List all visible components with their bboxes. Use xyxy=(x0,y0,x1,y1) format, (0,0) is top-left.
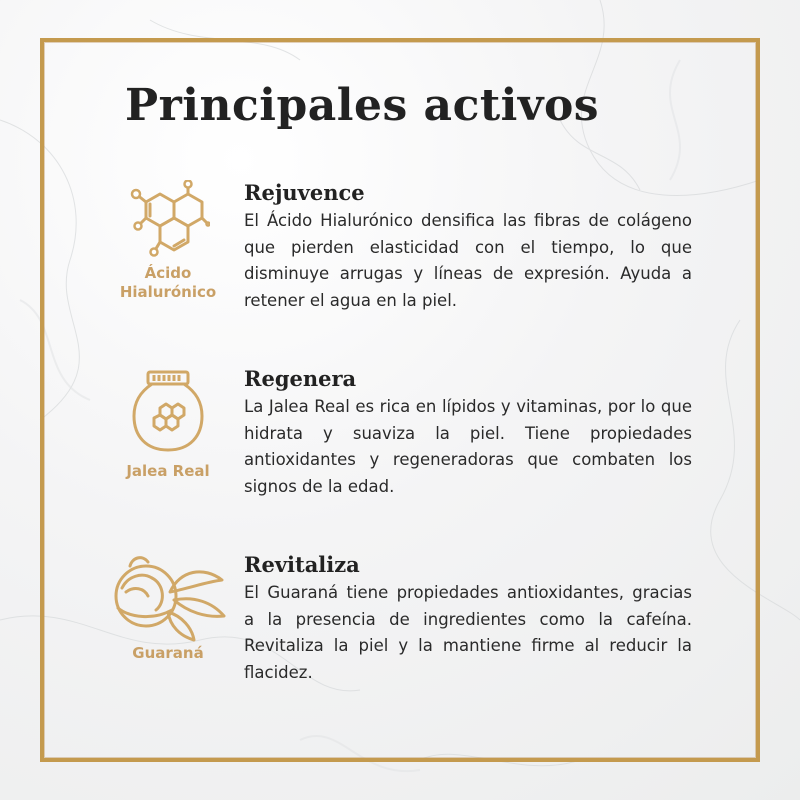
guarana-icon xyxy=(108,552,228,642)
item-heading: Revitaliza xyxy=(244,552,360,577)
ingredient-item xyxy=(108,366,708,506)
honey-jar-icon xyxy=(126,366,210,458)
item-description: El Ácido Hialurónico densifica las fibras de colágeno que pierden elasticidad con el tiempo, lo que disminuye arrugas y líneas de expresión. Ayuda a retener el agua en la piel. xyxy=(244,211,692,310)
item-heading: Rejuvence xyxy=(244,180,365,205)
ingredient-item xyxy=(108,552,708,692)
icon-label-line: Jalea Real xyxy=(126,462,210,480)
item-heading: Regenera xyxy=(244,366,357,391)
icon-label-line: Hialurónico xyxy=(119,283,217,301)
ingredient-item xyxy=(108,180,708,320)
icon-label-line: Ácido xyxy=(144,264,192,282)
molecule-icon xyxy=(126,180,210,264)
icon-label-line: Guaraná xyxy=(132,644,204,662)
item-description: El Guaraná tiene propiedades antioxidantes, gracias a la presencia de ingredientes como la cafeína. Revitaliza la piel y la mantiene firme al reducir la flacidez. xyxy=(244,583,692,682)
item-description: La Jalea Real es rica en lípidos y vitaminas, por lo que hidrata y suaviza la piel. Tiene propiedades antioxidantes y regeneradoras que combaten los signos de la edad. xyxy=(244,397,692,496)
page-title: Principales activos xyxy=(125,80,600,131)
